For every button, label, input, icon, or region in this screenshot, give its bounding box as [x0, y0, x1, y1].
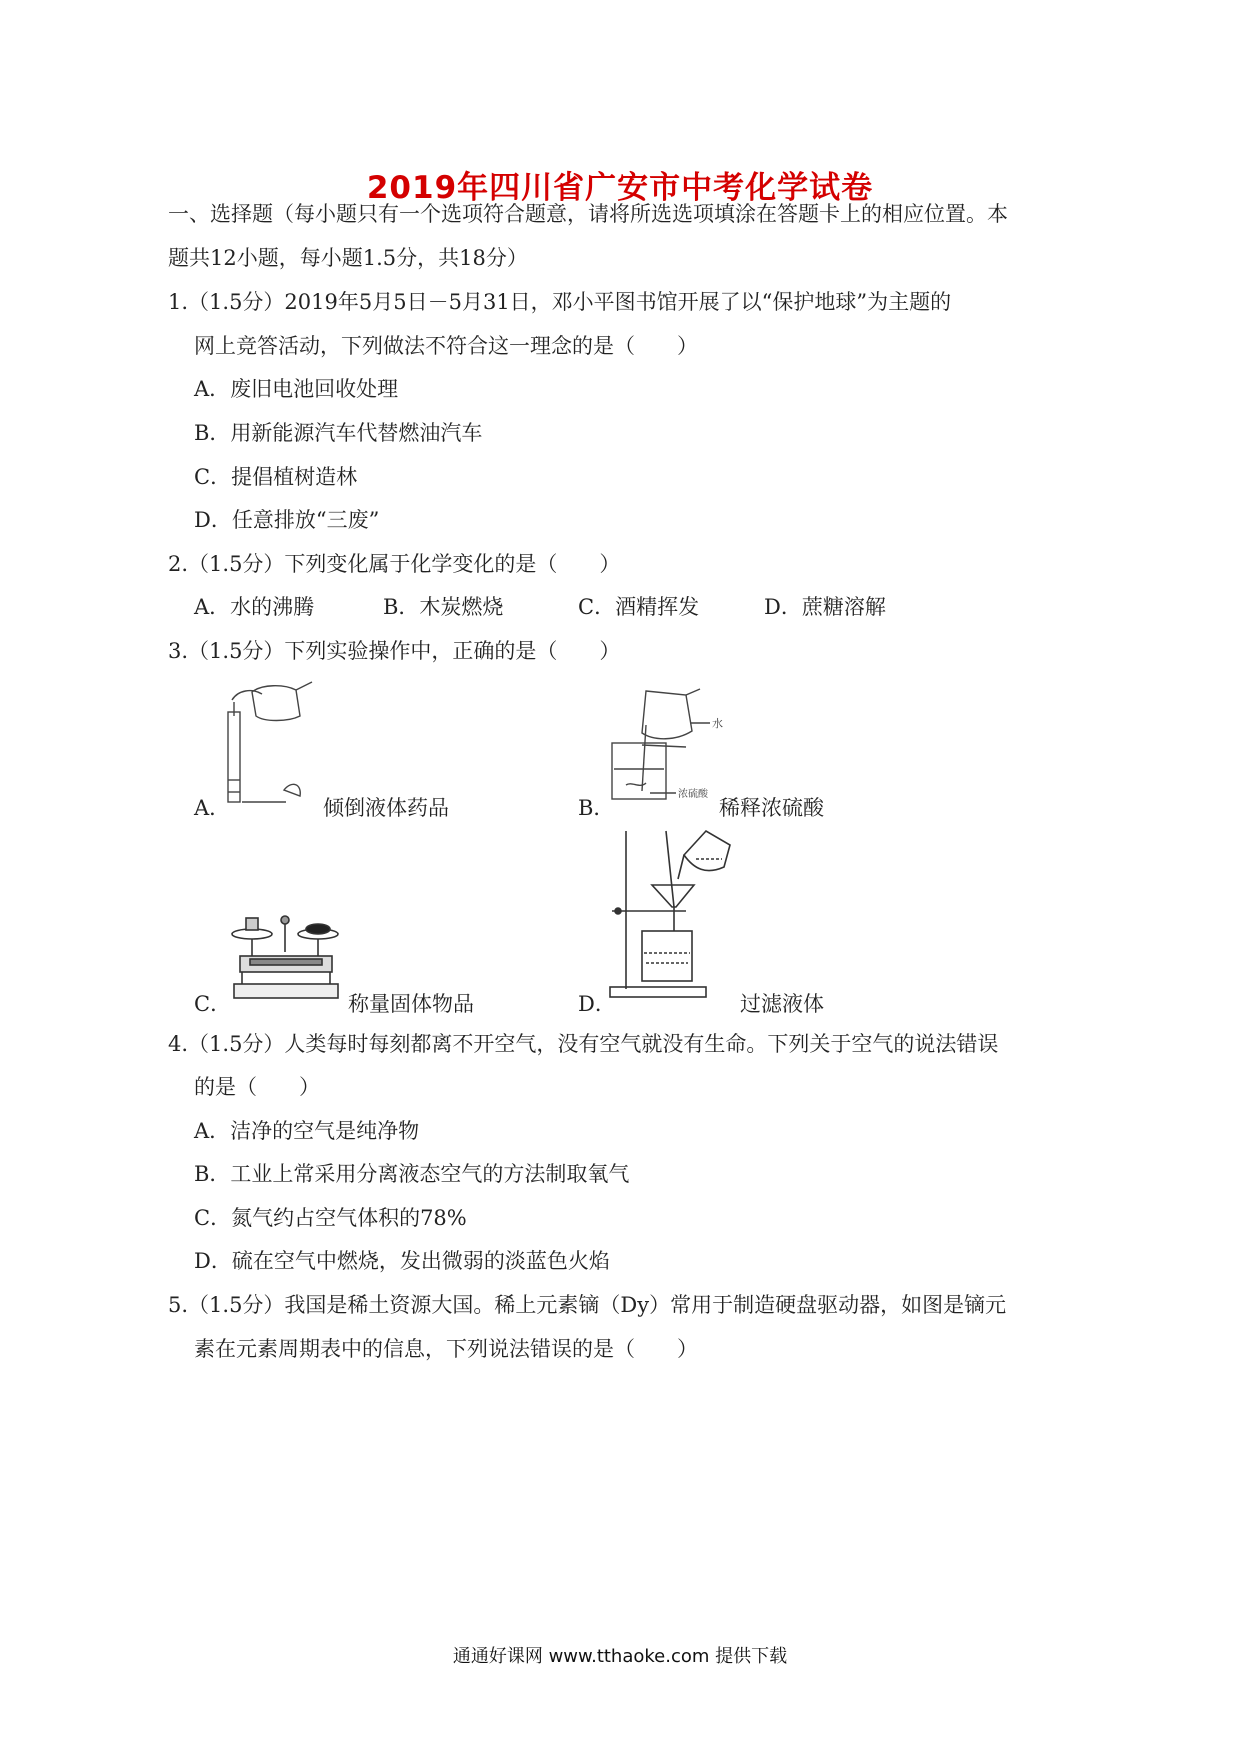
q3-option-c-caption: 称量固体物品 — [348, 992, 474, 1016]
filtration-figure — [606, 827, 740, 1005]
q4-stem-line1: 4.（1.5分）人类每时每刻都离不开空气，没有空气就没有生命。下列关于空气的说法错误 — [168, 1032, 999, 1056]
q3-option-a-caption: 倾倒液体药品 — [323, 796, 449, 820]
q4-option-c: C．氮气约占空气体积的78% — [194, 1206, 467, 1230]
q3-option-b-caption: 稀释浓硫酸 — [719, 796, 824, 820]
q2-option-c: C．酒精挥发 — [578, 595, 700, 619]
q2-option-a: A．水的沸腾 — [194, 595, 315, 619]
q1-stem-line1: 1.（1.5分）2019年5月5日－5月31日，邓小平图书馆开展了以“保护地球”为主题的 — [168, 290, 952, 314]
q1-stem-line2: 网上竞答活动，下列做法不符合这一理念的是（ ） — [194, 334, 698, 358]
page-footer: 通通好课网 www.tthaoke.com 提供下载 — [452, 1646, 788, 1667]
balance-scale-figure — [228, 912, 342, 1004]
q1-option-c: C．提倡植树造林 — [194, 465, 358, 489]
water-label: 水 — [712, 717, 723, 730]
section-instructions-line1: 一、选择题（每小题只有一个选项符合题意，请将所选选项填涂在答题卡上的相应位置。本 — [168, 202, 1008, 226]
q4-option-a: A．洁净的空气是纯净物 — [194, 1119, 420, 1143]
diluting-acid-figure — [606, 685, 726, 805]
section-instructions-line2: 题共12小题，每小题1.5分，共18分） — [168, 246, 528, 270]
q5-stem-line1: 5.（1.5分）我国是稀土资源大国。稀上元素镝（Dy）常用于制造硬盘驱动器，如图是镝元 — [168, 1293, 1007, 1317]
pouring-liquid-figure — [222, 680, 322, 808]
q1-option-b: B．用新能源汽车代替燃油汽车 — [194, 421, 483, 445]
q3-option-d-letter: D． — [578, 992, 616, 1016]
q3-option-b-letter: B． — [578, 796, 615, 820]
q3-stem: 3.（1.5分）下列实验操作中，正确的是（ ） — [168, 639, 621, 663]
q2-option-d: D．蔗糖溶解 — [764, 595, 886, 619]
q3-option-a-letter: A． — [194, 796, 231, 820]
q3-option-d-caption: 过滤液体 — [740, 992, 824, 1016]
q4-option-d: D．硫在空气中燃烧，发出微弱的淡蓝色火焰 — [194, 1249, 610, 1273]
q5-stem-line2: 素在元素周期表中的信息，下列说法错误的是（ ） — [194, 1337, 698, 1361]
acid-label: 浓硫酸 — [678, 789, 708, 800]
q1-option-a: A．废旧电池回收处理 — [194, 377, 399, 401]
q2-option-b: B．木炭燃烧 — [383, 595, 504, 619]
q3-option-c-letter: C． — [194, 992, 232, 1016]
q1-option-d: D．任意排放“三废” — [194, 508, 380, 532]
q4-option-b: B．工业上常采用分离液态空气的方法制取氧气 — [194, 1162, 630, 1186]
q2-stem: 2.（1.5分）下列变化属于化学变化的是（ ） — [168, 552, 621, 576]
page-title: 2019年四川省广安市中考化学试卷 — [366, 170, 874, 206]
q4-stem-line2: 的是（ ） — [194, 1075, 320, 1099]
